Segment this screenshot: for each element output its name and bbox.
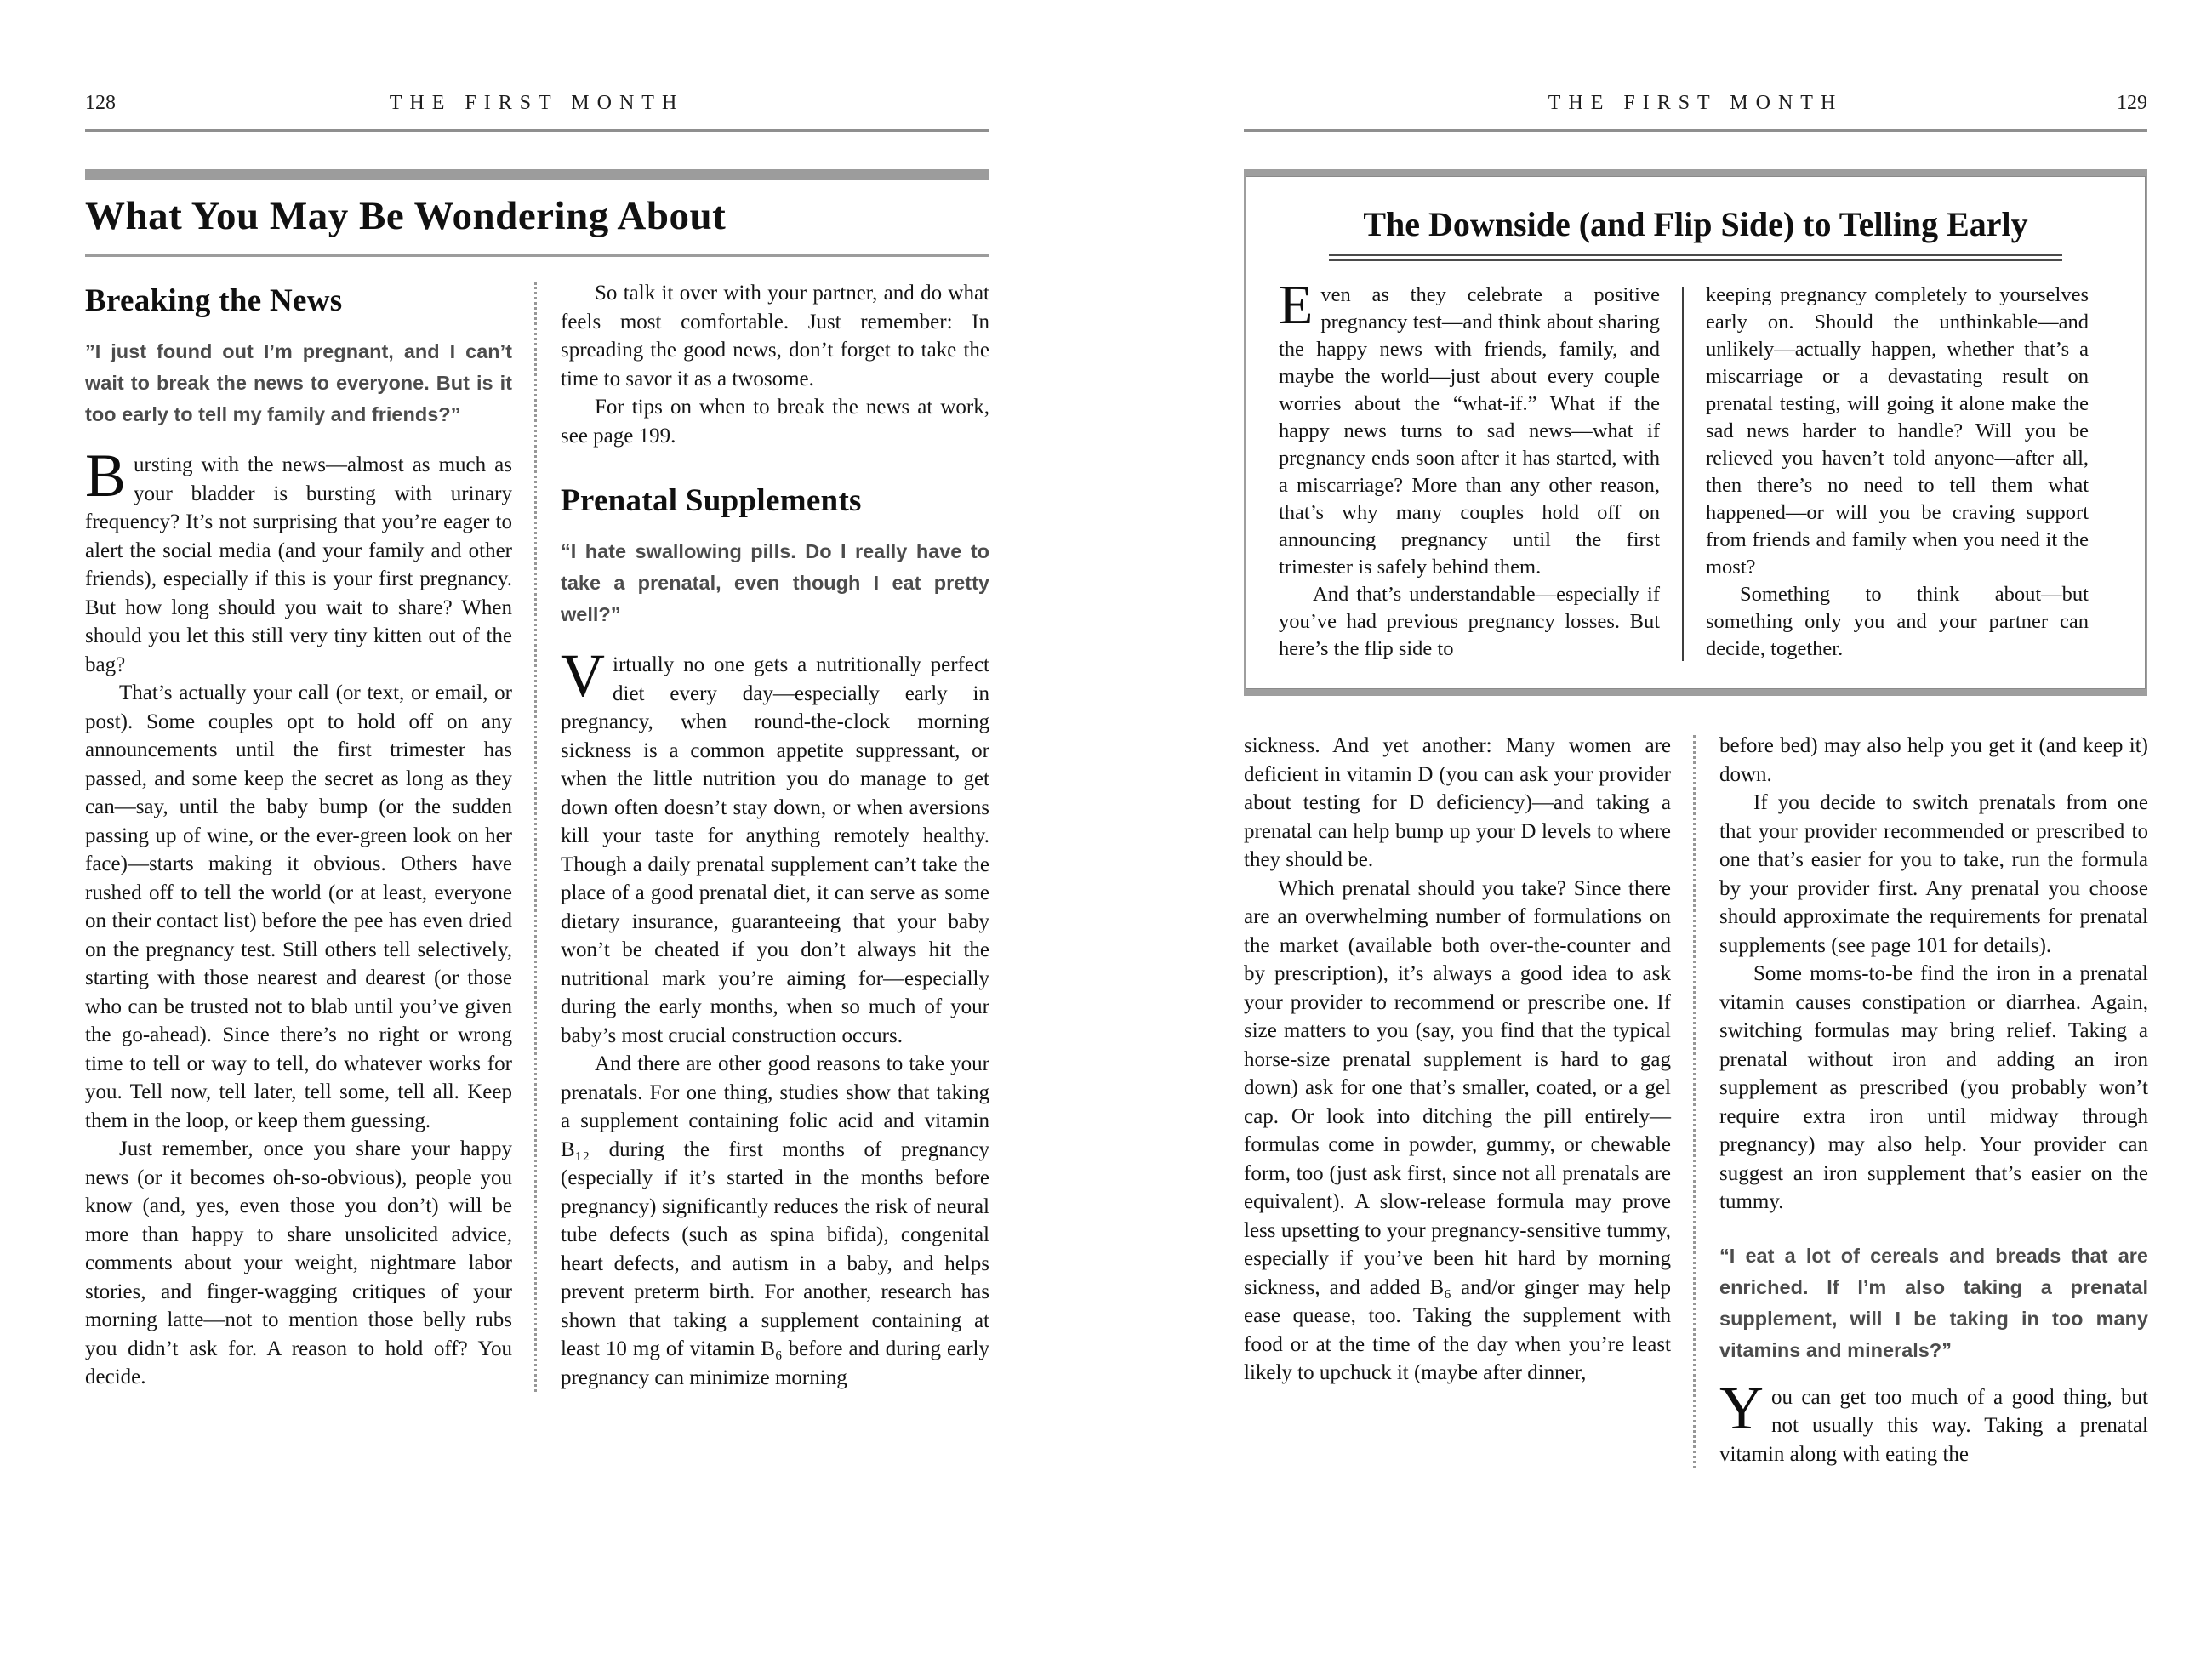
dropcap-letter: E [1279,274,1314,336]
column-2 [561,279,989,1392]
paragraph: before bed) may also help you get it (and keep it) down. [1719,734,2148,786]
section-title-bar [85,169,989,180]
box-title: The Downside (and Flip Side) to Telling Early [1363,205,2028,243]
paragraph: That’s actually your call (or text, or email, or post). Some couples opt to hold off on any announcements until the first trimester has passed, and some keep the secret as long as they can—say, until the baby bump (or the sudden passing up of wine, or the ever-green look on her face)—starts making it obvious. Others have rushed off to tell the world (or at least, everyone on their contact list) before the pee has even dried on the pregnancy test. Still others tell selectively, starting with those nearest and dearest (or those who can be trusted not to blab until you’ve given the go-ahead). Since there’s no right or wrong time to tell or way to tell, do whatever works for you. Tell now, tell later, tell some, tell all. Keep them in the loop, or keep them guessing. [85,681,512,1132]
paragraph-text: ven as they celebrate a positive pregnancy test—and think about sharing the happy news with friends, family, and maybe the world—just about every couple worries about the “what-if.” What if the happy news turns to sad news—what if pregnancy ends soon after it has started, with a miscarriage? More than any other reason, that’s why many couples hold off on announcing pregnancy until the first trimester is safely behind them. [1279,283,1660,579]
box-column-2 [1706,282,2089,663]
section-heading: Prenatal Supplements [561,483,862,518]
box-column-1 [1279,274,1660,663]
paragraph [1719,1373,2148,1469]
paragraph: Some moms-to-be find the iron in a prenatal vitamin causes constipation or diarrhea. Again, switching formulas may bring relief. Taking a prenatal without iron and adding an iron supplement as prescribed (you probably won’t require extra iron until midway through pregnancy) may also help. Your provider can suggest an iron supplement that’s easier on the tummy. [1719,962,2148,1213]
page-header [85,92,989,121]
box-column-divider [1682,287,1684,661]
box-title-double-rule [1329,254,2062,261]
paragraph: Something to think about—but something only you and your partner can decide, together. [1706,583,2089,660]
paragraph: And that’s understandable—especially if you’ve had previous pregnancy losses. But here’s the flip side to [1279,583,1660,660]
text-columns [1244,732,2147,1468]
paragraph [1279,274,1660,581]
page-title: What You May Be Wondering About [85,194,727,238]
dropcap-letter: Y [1719,1373,1764,1442]
paragraph-text: ursting with the news—almost as much as your bladder is bursting with urinary frequency? It’s not surprising that you’re eager to alert the social media (and your family and other friends), especially if this is your first pregnancy. But how long should you wait to share? When should you let this still very tiny kitten out of the bag? [85,453,512,676]
page-number: 128 [85,92,116,114]
paragraph: For tips on when to break the news at work, see page 199. [561,396,989,448]
paragraph: If you decide to switch prenatals from one that your provider recommended or prescribed to one that’s easier for you to take, run the formula by your provider first. Any prenatal you choose should approximate the requirements for prenatal supplements (see page 101 for details). [1719,791,2148,957]
column-divider-dotted [534,282,539,1392]
reader-question: ”I just found out I’m pregnant, and I can’t wait to break the news to everyone. But is it too early to tell my family and friends?” [85,340,512,425]
reader-question: “I eat a lot of cereals and breads that are enriched. If I’m also taking a prenatal supplement, will I be taking in too many vitamins and minerals?” [1719,1244,2148,1361]
paragraph [85,442,512,679]
column-divider-dotted [1693,735,1698,1468]
page-header [1244,92,2147,121]
section-heading: Breaking the News [85,283,343,318]
paragraph [561,641,989,1050]
paragraph: sickness. And yet another: Many women are deficient in vitamin D (you can ask your provider about testing for D deficiency)—and taking a prenatal can help bump up your D levels to where they should be. [1244,734,1671,871]
header-rule [85,129,989,132]
column-1 [1244,732,1671,1468]
paragraph: keeping pregnancy completely to yourselves early on. Should the unthinkable—and unlikely—actually happen, whether that’s a miscarriage or a devastating result on prenatal testing, will going it alone make the sad news harder to handle? Will you be relieved you haven’t told anyone—after all, then there’s no need to tell them what happened—or will you be craving support from friends and family when you need it the most? [1706,283,2089,579]
paragraph-text: ou can get too much of a good thing, but not usually this way. Taking a prenatal vitamin along with eating the [1719,1385,2148,1466]
dropcap-letter: V [561,641,605,710]
page-number: 129 [2117,92,2147,114]
sidebar-box [1244,169,2147,696]
running-head: THE FIRST MONTH [389,92,685,114]
paragraph: Just remember, once you share your happy news (or it becomes oh-so-obvious), people you know (and, yes, even those you don’t) will be more than happy to share unsolicited advice, comments about your weight, nightmare labor stories, and finger-wagging critiques of your morning latte—not to mention those belly rubs you didn’t ask for. A reason to hold off? You decide. [85,1137,512,1388]
sidebar-box-inner [1246,176,2146,689]
column-2 [1719,732,2148,1468]
running-head: THE FIRST MONTH [1548,92,1844,114]
reader-question: “I hate swallowing pills. Do I really have to take a prenatal, even though I eat pretty well?” [561,540,989,625]
text-columns [85,279,989,1392]
paragraph: Which prenatal should you take? Since there are an overwhelming number of formulations on the market (available both over-the-counter and by prescription), it’s always a good idea to ask your provider to recommend or prescribe one. If size matters to you (say, you find that the typical horse-size prenatal supplement is hard to gag down) ask for one that’s smaller, coated, or a gel cap. Or look into ditching the pill entirely—formulas come in powder, gummy, or chewable form, too (just ask first, since not all prenatals are equivalent). A slow-release formula may prove less upsetting to your pregnancy-sensitive tummy, especially if you’ve been hit hard by morning sickness, and added B₆ and/or ginger may help ease quease, too. Taking the supplement with food or at the time of the day when you’re least likely to upchuck it (maybe after dinner, [1244,876,1671,1384]
paragraph: And there are other good reasons to take your prenatals. For one thing, studies show that taking a supplement containing folic acid and vitamin B₁₂ during the first months of pregnancy (especially if it’s started in the months before pregnancy) significantly reduces the risk of neural tube defects (such as spina bifida), congenital heart defects, and autism in a baby, and helps prevent preterm birth. For another, research has shown that taking a supplement containing at least 10 mg of vitamin B₆ before and during early pregnancy can minimize morning [561,1052,989,1389]
header-rule [1244,129,2147,132]
column-1 [85,279,512,1392]
paragraph: So talk it over with your partner, and do what feels most comfortable. Just remember: In spreading the good news, don’t forget to take the time to savor it as a twosome. [561,282,989,391]
box-columns [1279,274,2112,663]
paragraph-text: irtually no one gets a nutritionally perfect diet every day—especially early in pregnancy, when round-the-clock morning sickness is a common appetite suppressant, or when the little nutrition you do manage to get down often doesn’t stay down, or when aversions kill your taste for anything remotely healthy. Though a daily prenatal supplement can’t take the place of a good prenatal diet, it can serve as some dietary insurance, guaranteeing that your baby won’t be cheated if you don’t always hit the nutritional mark you’re aiming for—especially during the early months, when so much of your baby’s most crucial construction occurs. [561,653,989,1047]
book-page-right [1244,92,2147,1468]
title-rule [85,254,989,257]
dropcap-letter: B [85,442,127,510]
book-page-left [85,92,989,1392]
